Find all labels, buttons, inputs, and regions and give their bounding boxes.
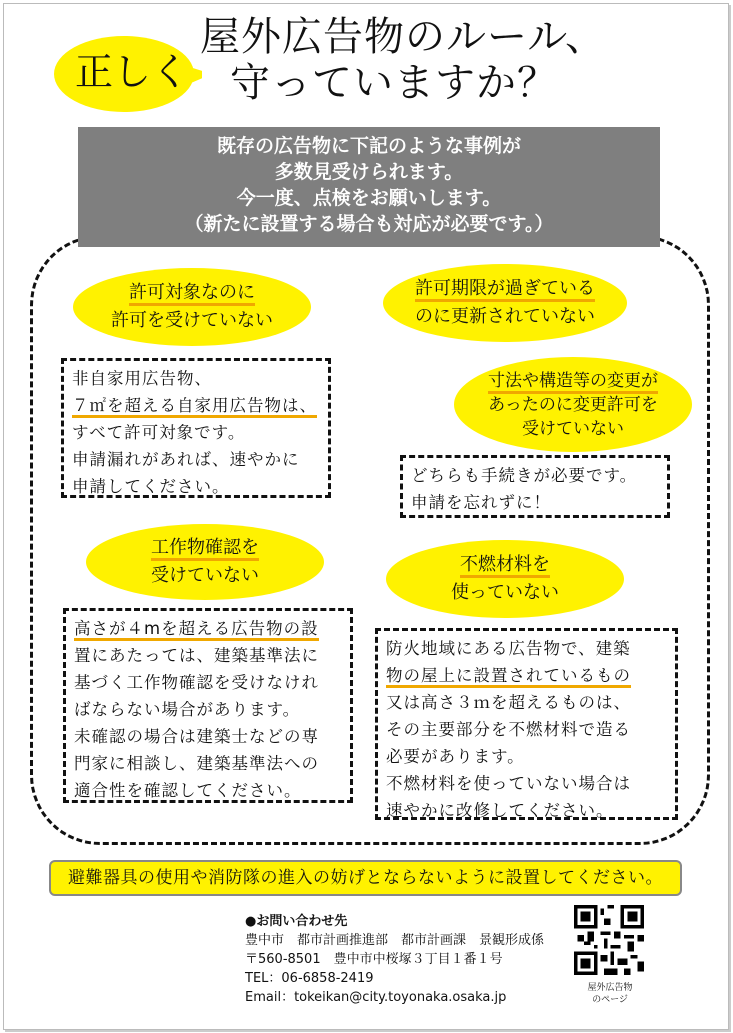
contact-email[interactable]: Email：tokeikan@city.toyonaka.osaka.jp xyxy=(245,990,507,1005)
oval-text: 許可を受けていない xyxy=(111,310,273,331)
box-line: ７㎡を超える自家用広告物は、 xyxy=(72,396,317,418)
title-line-1: 屋外広告物のルール、 xyxy=(200,14,606,60)
oval-structure-check xyxy=(86,524,324,600)
qr-code-icon[interactable] xyxy=(574,905,644,975)
box-line: 不燃材料を使っていない場合は xyxy=(386,774,631,793)
oval-text: 使っていない xyxy=(451,582,559,603)
oval-permit-expired xyxy=(383,264,627,342)
box-line: 未確認の場合は建築士などの専 xyxy=(74,727,319,746)
bubble-main-text: 正しく xyxy=(74,50,189,94)
box-line: 物の屋上に設置されているもの xyxy=(386,666,631,688)
banner-line: 今一度、点検をお願いします。 xyxy=(236,187,502,209)
contact-tel: TEL：06-6858-2419 xyxy=(245,971,374,986)
box-line: すべて許可対象です。 xyxy=(72,423,246,442)
notice-banner xyxy=(78,127,660,247)
banner-line: 既存の広告物に下記のような事例が xyxy=(216,135,521,157)
oval-permit-missing xyxy=(73,268,311,346)
oval-change-permit xyxy=(454,357,692,452)
oval-nonflammable xyxy=(386,540,624,618)
contact-heading: ●お問い合わせ先 xyxy=(245,914,348,929)
box-line: 申請漏れがあれば、速やかに xyxy=(72,450,300,469)
box-line: どちらも手続きが必要です。 xyxy=(411,466,638,485)
box-line: 申請を忘れずに！ xyxy=(411,493,551,512)
box-line: 防火地域にある広告物で、建築 xyxy=(386,639,631,658)
oval-text: 許可期限が過ぎている xyxy=(415,278,595,302)
oval-text: 受けていない xyxy=(151,565,259,586)
contact-info xyxy=(245,912,544,1007)
qr-caption-line: 屋外広告物 xyxy=(587,983,633,993)
qr-caption xyxy=(560,982,660,1006)
contact-address: 〒560-8501 豊中市中桜塚３丁目１番１号 xyxy=(245,952,503,967)
qr-caption-line: のページ xyxy=(592,995,628,1005)
box-line: 置にあたっては、建築基準法に xyxy=(74,646,319,665)
oval-text: 不燃材料を xyxy=(460,554,550,578)
info-box-fireproof xyxy=(375,628,678,820)
oval-text: 工作物確認を xyxy=(151,537,259,561)
box-line: 非自家用広告物、 xyxy=(72,369,212,388)
banner-line: 多数見受けられます。 xyxy=(274,161,464,183)
oval-text: 寸法や構造等の変更が xyxy=(488,371,658,394)
box-line: 門家に相談し、建築基準法への xyxy=(74,754,319,773)
contact-dept: 豊中市 都市計画推進部 都市計画課 景観形成係 xyxy=(245,933,545,948)
info-box-permit xyxy=(61,358,331,498)
info-box-structure xyxy=(63,608,353,803)
box-line: 申請してください。 xyxy=(72,477,230,496)
box-line: 基づく工作物確認を受けなけれ xyxy=(74,673,319,692)
oval-text: のに更新されていない xyxy=(415,306,595,327)
title-line-2: 守っていますか？ xyxy=(230,60,558,106)
oval-text: 受けていない xyxy=(522,418,624,439)
box-line: 必要があります。 xyxy=(386,747,525,766)
box-line: その主要部分を不燃材料で造る xyxy=(386,720,631,739)
box-line: 適合性を確認してください。 xyxy=(74,781,302,800)
info-box-procedure xyxy=(400,455,670,518)
evacuation-notice: 避難器具の使用や消防隊の進入の妨げとならないように設置してください。 xyxy=(49,860,682,896)
box-line: ばならない場合があります。 xyxy=(74,700,301,719)
banner-line: （新たに設置する場合も対応が必要です。） xyxy=(184,213,554,235)
box-line: 速やかに改修してください。 xyxy=(386,801,614,820)
page-title xyxy=(200,14,720,106)
box-line: 高さが４mを超える広告物の設 xyxy=(74,619,319,641)
oval-text: 許可対象なのに xyxy=(129,282,255,306)
oval-text: あったのに変更許可を xyxy=(488,394,658,415)
box-line: 又は高さ３ｍを超えるものは、 xyxy=(386,693,631,712)
